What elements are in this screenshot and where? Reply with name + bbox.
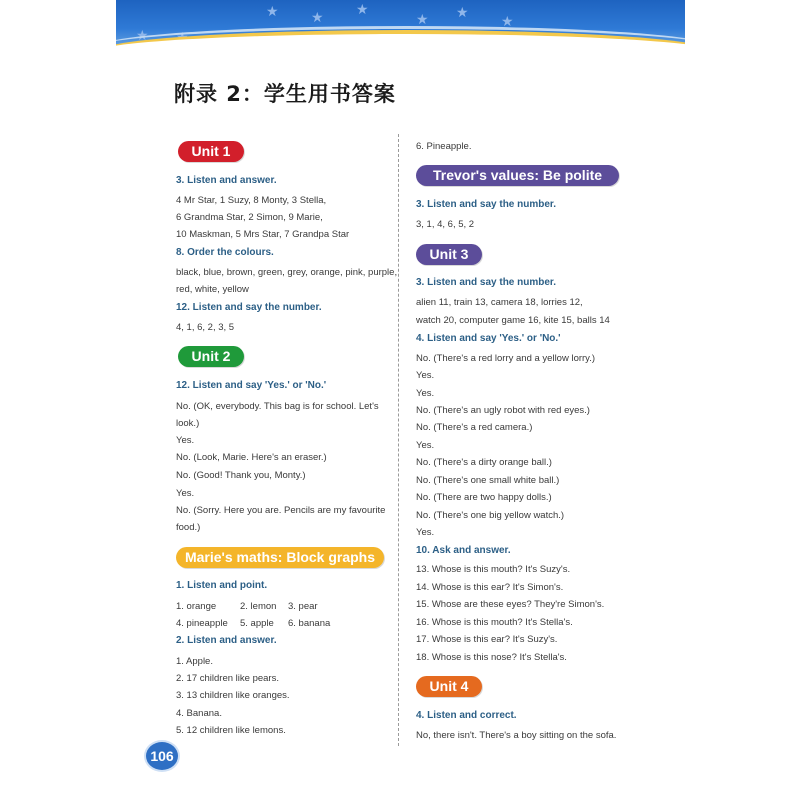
star-icon: ★ [266,3,279,19]
unit2-q12-line: No. (Look, Marie. Here's an eraser.) [176,452,327,463]
unit2-q12-heading: 12. Listen and say 'Yes.' or 'No.' [176,380,327,391]
unit1-q3-line: 10 Maskman, 5 Mrs Star, 7 Grandpa Star [176,229,350,240]
maths-q2-line: 3. 13 children like oranges. [176,690,290,701]
unit3-q10-line: 16. Whose is this mouth? It's Stella's. [416,617,573,628]
unit1-q8-heading: 8. Order the colours. [176,247,274,258]
maths-label: Marie's maths: Block graphs [176,547,384,568]
page [116,0,685,800]
maths-q2-heading: 2. Listen and answer. [176,635,277,646]
header-banner [116,0,685,52]
carryover-line: 6. Pineapple. [416,141,472,152]
unit3-q4-line: No. (There's an ugly robot with red eyes.) [416,405,590,416]
values-label: Trevor's values: Be polite [416,165,619,186]
unit3-q4-line: No. (There's a red lorry and a yellow lorry.) [416,353,596,364]
unit4-q4-heading: 4. Listen and correct. [416,710,517,721]
unit2-q12-line: food.) [176,522,201,533]
unit3-q4-line: No. (There's one big yellow watch.) [416,510,565,521]
maths-q1-item: 2. lemon [240,601,277,612]
maths-q2-line: 4. Banana. [176,708,222,719]
maths-q1-item: 5. apple [240,618,274,629]
unit3-q4-line: Yes. [416,527,435,538]
unit3-q4-line: Yes. [416,388,435,399]
unit2-q12-line: No. (OK, everybody. This bag is for school. Let's [176,401,379,412]
unit1-q3-line: 6 Grandma Star, 2 Simon, 9 Marie, [176,212,323,223]
unit2-q12-line: look.) [176,418,200,429]
values-q3-line: 3, 1, 4, 6, 5, 2 [416,219,475,230]
values-q3-heading: 3. Listen and say the number. [416,199,557,210]
star-icon: ★ [456,4,469,20]
star-icon: ★ [356,1,369,17]
unit1-q12-line: 4, 1, 6, 2, 3, 5 [176,322,235,333]
star-icon: ★ [136,27,149,43]
unit3-q4-line: No. (There's one small white ball.) [416,475,560,486]
unit3-q4-line: Yes. [416,370,435,381]
unit1-q12-heading: 12. Listen and say the number. [176,302,322,313]
maths-q2-line: 2. 17 children like pears. [176,673,279,684]
unit3-q10-line: 13. Whose is this mouth? It's Suzy's. [416,564,571,575]
maths-q1-item: 1. orange [176,601,217,612]
unit3-q3-line: alien 11, train 13, camera 18, lorries 12, [416,297,583,308]
unit3-q10-line: 18. Whose is this nose? It's Stella's. [416,652,567,663]
unit3-q4-line: No. (There are two happy dolls.) [416,492,552,503]
unit3-q10-line: 14. Whose is this ear? It's Simon's. [416,582,564,593]
unit3-q10-line: 15. Whose are these eyes? They're Simon's. [416,599,605,610]
unit3-q4-line: Yes. [416,440,435,451]
maths-q1-item: 4. pineapple [176,618,228,629]
unit3-q10-heading: 10. Ask and answer. [416,545,511,556]
unit2-q12-line: Yes. [176,488,195,499]
unit1-q8-line: black, blue, brown, green, grey, orange, pink, purple, [176,267,398,278]
unit3-q4-line: No. (There's a red camera.) [416,422,533,433]
page-number: 106 [146,742,178,770]
star-icon: ★ [311,9,324,25]
unit4-q4-line: No, there isn't. There's a boy sitting on the sofa. [416,730,617,741]
star-icon: ★ [416,11,429,27]
unit1-q8-line: red, white, yellow [176,284,249,295]
page-title: 附录 2：学生用书答案 [174,82,396,106]
unit2-q12-line: No. (Good! Thank you, Monty.) [176,470,306,481]
maths-q2-line: 5. 12 children like lemons. [176,725,286,736]
star-icon: ★ [501,13,514,29]
maths-q2-line: 1. Apple. [176,656,213,667]
unit2-q12-line: Yes. [176,435,195,446]
unit1-q3-heading: 3. Listen and answer. [176,175,277,186]
unit1-label: Unit 1 [178,141,244,162]
unit3-q4-heading: 4. Listen and say 'Yes.' or 'No.' [416,333,561,344]
unit1-q3-line: 4 Mr Star, 1 Suzy, 8 Monty, 3 Stella, [176,195,327,206]
unit2-q12-line: No. (Sorry. Here you are. Pencils are my favourite [176,505,386,516]
unit3-q10-line: 17. Whose is this ear? It's Suzy's. [416,634,558,645]
unit3-q4-line: No. (There's a dirty orange ball.) [416,457,552,468]
unit3-label: Unit 3 [416,244,482,265]
unit3-q3-heading: 3. Listen and say the number. [416,277,557,288]
maths-q1-item: 3. pear [288,601,318,612]
maths-q1-heading: 1. Listen and point. [176,580,268,591]
unit4-label: Unit 4 [416,676,482,697]
unit3-q3-line: watch 20, computer game 16, kite 15, balls 14 [416,315,610,326]
column-divider [398,134,399,746]
maths-q1-item: 6. banana [288,618,331,629]
unit2-label: Unit 2 [178,346,244,367]
